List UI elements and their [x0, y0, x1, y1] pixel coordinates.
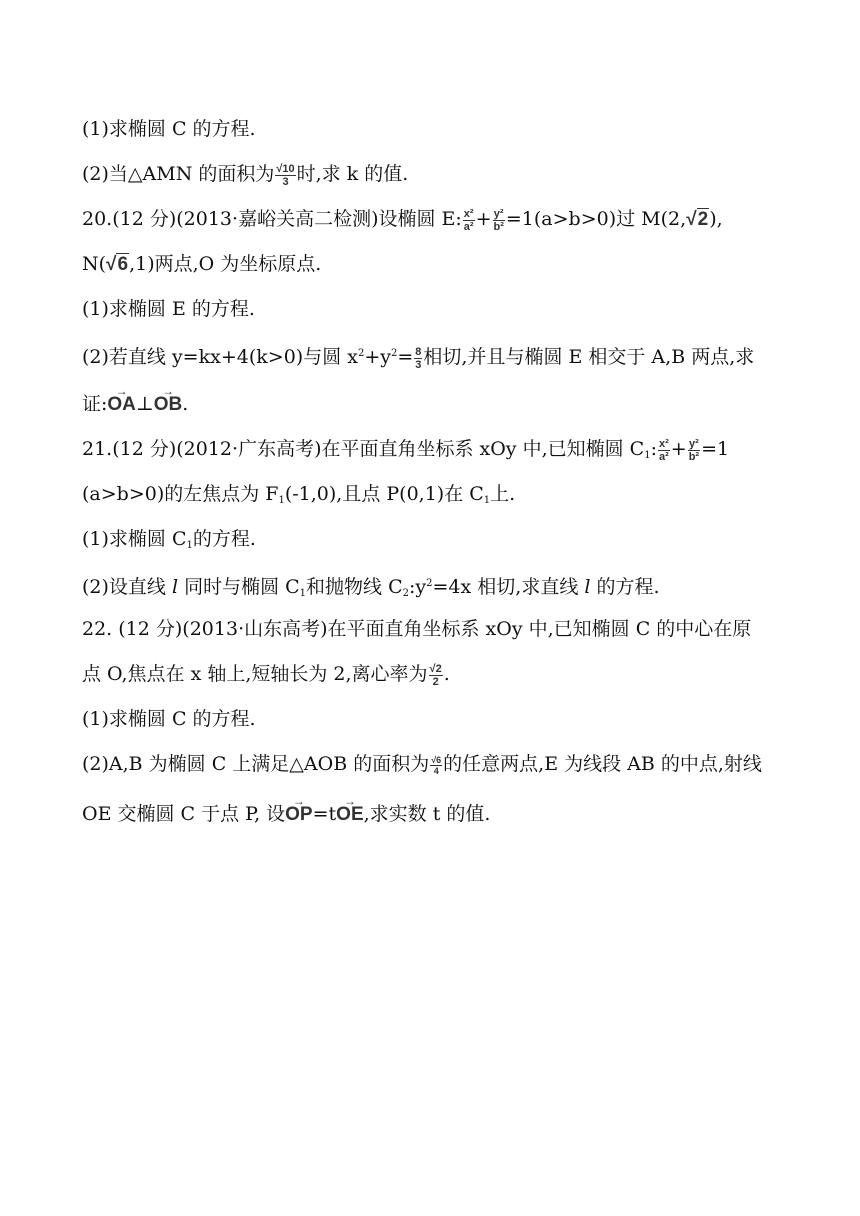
subscript: 2 — [402, 588, 409, 599]
q22-header — [82, 615, 751, 643]
text: =4x 相切,求直线 — [432, 576, 585, 598]
perpendicular-symbol: ⊥ — [135, 393, 154, 415]
fraction — [463, 208, 475, 233]
operator: + — [475, 208, 492, 230]
superscript: 2 — [426, 578, 433, 589]
fraction-numerator: √10 — [276, 162, 295, 175]
q21-part2 — [82, 570, 660, 608]
variable-l: l — [584, 576, 591, 598]
text: ), — [709, 208, 723, 230]
operator: + — [670, 438, 687, 460]
fraction-denominator: 2 — [432, 675, 439, 688]
text: 点 O,焦点在 x 轴上,短轴长为 2,离心率为 — [82, 663, 428, 685]
fraction — [414, 346, 422, 371]
q22-part2-cont — [82, 800, 490, 829]
fraction-denominator: b² — [493, 220, 504, 233]
text: (a>b>0)的左焦点为 F — [82, 483, 279, 505]
text: 时,求 k 的值. — [296, 163, 409, 185]
text: : — [650, 438, 657, 460]
text: 的方程. — [590, 576, 660, 598]
fraction — [275, 163, 295, 188]
text: 同时与椭圆 C — [178, 576, 300, 598]
superscript: 2 — [357, 348, 365, 359]
text: (2)当△AMN 的面积为 — [82, 163, 275, 185]
fraction-denominator: 3 — [282, 175, 289, 188]
radicand: 6 — [117, 254, 129, 275]
text: +y — [364, 346, 391, 368]
text: 证: — [82, 393, 108, 415]
text: (1)求椭圆 C — [82, 528, 187, 550]
vector-oa: → OA — [107, 391, 136, 419]
text: (2)若直线 y=kx+4(k>0)与圆 x — [82, 346, 358, 368]
vector-ob: → OB — [154, 391, 183, 419]
fraction-numerator: y² — [493, 207, 504, 220]
fraction-numerator: y² — [688, 437, 699, 450]
q21-header — [82, 435, 729, 470]
question-heading: 22. (12 分)(2013·山东高考)在平面直角坐标系 xOy 中,已知椭圆 C 的中心在原 — [82, 618, 752, 640]
subscript: 1 — [278, 495, 285, 506]
text: (1)求椭圆 C 的方程. — [82, 118, 256, 140]
subscript: 1 — [483, 495, 491, 506]
text: . — [443, 663, 450, 685]
subscript: 1 — [299, 588, 307, 599]
text: ,1)两点,O 为坐标原点. — [129, 253, 322, 275]
fraction-numerator: x² — [463, 207, 474, 220]
fraction-numerator: √2 — [429, 662, 442, 675]
q20-line2 — [82, 250, 321, 279]
q20-part2-cont — [82, 390, 188, 419]
text: (2)A,B 为椭圆 C 上满足△AOB 的面积为 — [82, 753, 430, 775]
superscript: 2 — [390, 348, 398, 359]
text: ,求实数 t 的值. — [363, 803, 491, 825]
fraction — [658, 438, 670, 463]
text: (1)求椭圆 E 的方程. — [82, 298, 255, 320]
fraction-numerator: x² — [658, 437, 669, 450]
operator: = — [397, 346, 414, 368]
subscript: 1 — [186, 540, 193, 551]
fraction — [688, 438, 700, 463]
q22-part2 — [82, 750, 762, 778]
vector-op: → OP — [285, 801, 312, 829]
q22-line2 — [82, 660, 450, 688]
text: . — [182, 393, 189, 415]
q22-part1 — [82, 705, 256, 733]
q19-part2 — [82, 160, 408, 188]
text: =1(a>b>0)过 M(2, — [505, 208, 687, 230]
fraction-denominator: 4 — [433, 765, 439, 776]
text: 的方程. — [192, 528, 256, 550]
fraction-denominator: 3 — [415, 358, 422, 371]
sqrt-expression: √6 — [106, 254, 129, 275]
q20-header — [82, 205, 723, 234]
fraction — [429, 663, 443, 688]
text: 上. — [490, 483, 516, 505]
question-heading: 21.(12 分)(2012·广东高考)在平面直角坐标系 xOy 中,已知椭圆 C — [82, 438, 645, 460]
q21-line2 — [82, 480, 515, 515]
question-heading: 20.(12 分)(2013·嘉峪关高二检测)设椭圆 E: — [82, 208, 462, 230]
text: =t — [312, 803, 337, 825]
text: 和抛物线 C — [306, 576, 403, 598]
q19-part1 — [82, 115, 256, 143]
text: 相切,并且与椭圆 E 相交于 A,B 两点,求 — [423, 346, 755, 368]
q20-part2 — [82, 340, 754, 371]
q21-part1 — [82, 525, 256, 560]
fraction-numerator: √6 — [431, 754, 442, 765]
radicand: 2 — [697, 209, 709, 230]
fraction-denominator: a² — [658, 450, 669, 463]
text: :y — [409, 576, 427, 598]
variable-l: l — [171, 576, 179, 598]
text: (-1,0),且点 P(0,1)在 C — [284, 483, 484, 505]
fraction — [430, 755, 442, 776]
vector-oe: → OE — [336, 801, 363, 829]
text: =1 — [701, 438, 730, 460]
q20-part1 — [82, 295, 255, 323]
text: (1)求椭圆 C 的方程. — [82, 708, 256, 730]
sqrt-expression: √2 — [686, 209, 709, 230]
fraction — [493, 208, 505, 233]
fraction-denominator: a² — [463, 220, 474, 233]
fraction-denominator: b² — [688, 450, 700, 463]
text: 的任意两点,E 为线段 AB 的中点,射线 — [443, 753, 762, 775]
text: N( — [82, 253, 107, 275]
fraction-numerator: 8 — [415, 345, 422, 358]
text: (2)设直线 — [82, 576, 172, 598]
text: OE 交椭圆 C 于点 P, 设 — [82, 803, 286, 825]
subscript: 1 — [644, 450, 651, 461]
